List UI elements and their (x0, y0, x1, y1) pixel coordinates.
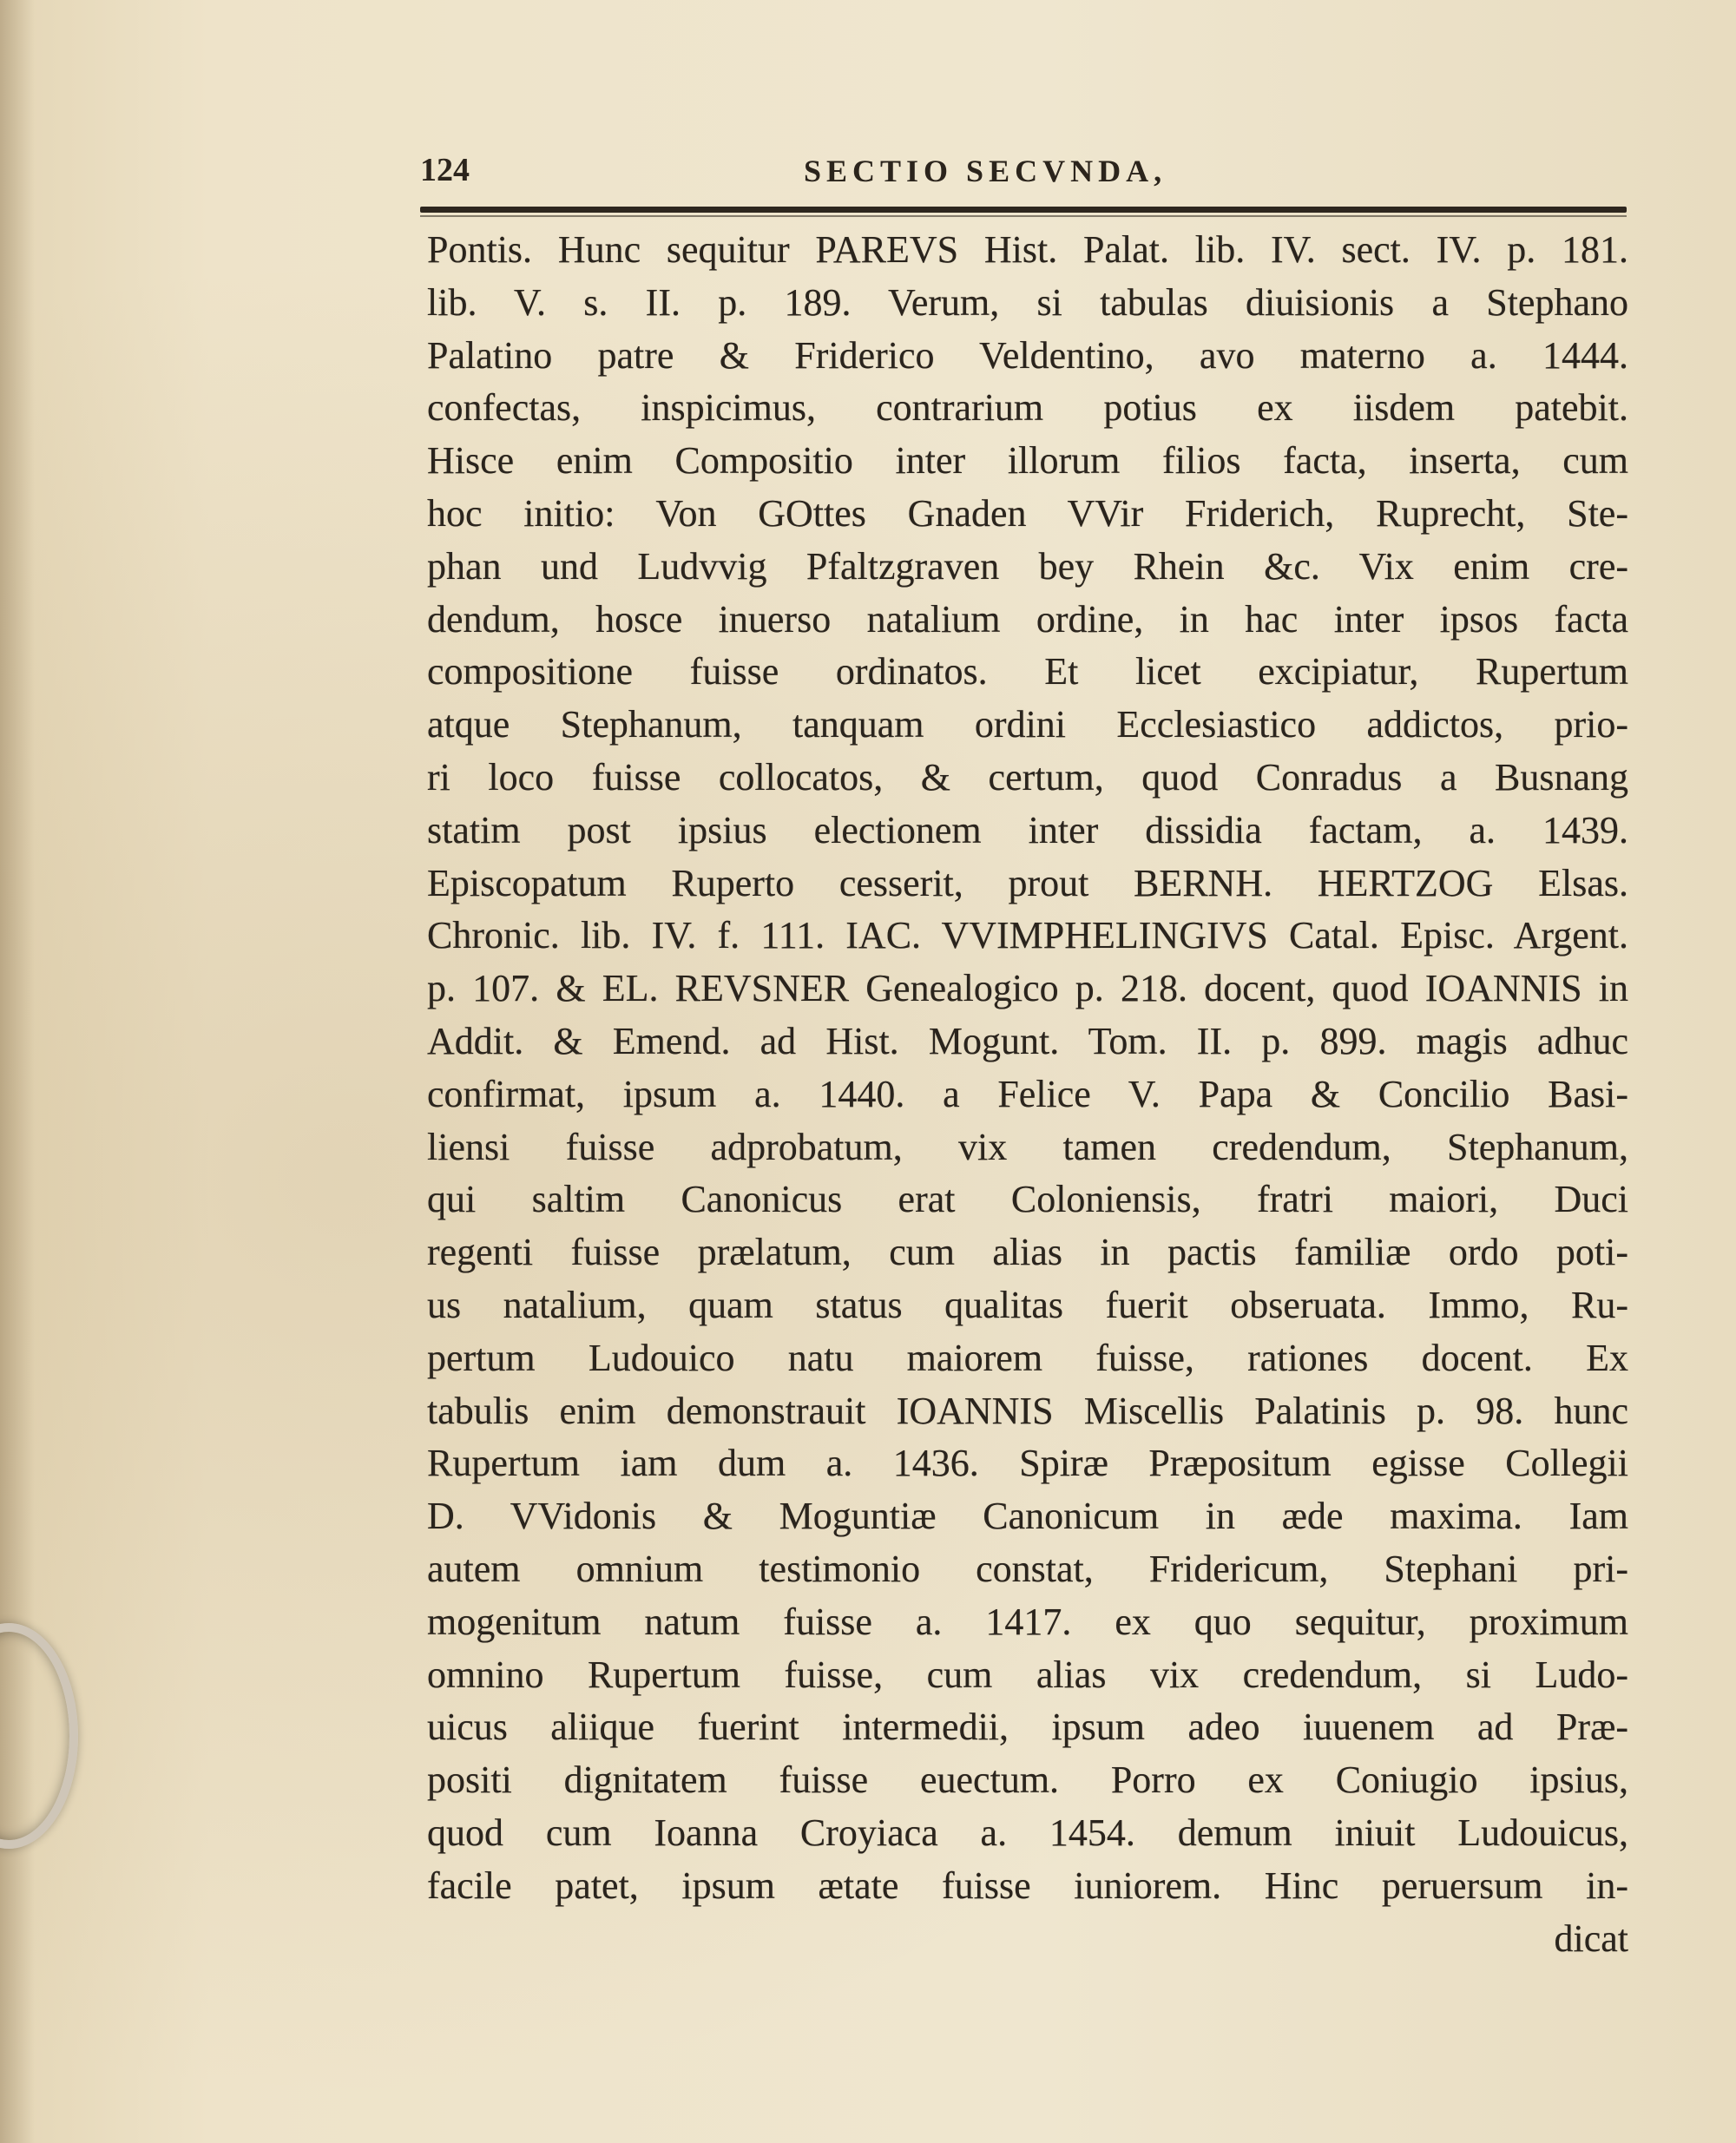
text-line: hoc initio: Von GOttes Gnaden VVir Friderich, Ruprecht, Ste- (427, 491, 1628, 535)
page-header (420, 151, 1627, 194)
text-line: dendum, hosce inuerso natalium ordine, in hac inter ipsos facta (427, 597, 1628, 641)
text-line: Palatino patre & Friderico Veldentino, avo materno a. 1444. (427, 333, 1628, 377)
binder-clip (0, 1623, 78, 1849)
text-line: Chronic. lib. IV. f. 111. IAC. VVIMPHELINGIVS Catal. Episc. Argent. (427, 914, 1628, 957)
text-line: Rupertum iam dum a. 1436. Spiræ Præpositum egisse Collegii (427, 1442, 1628, 1485)
text-line: atque Stephanum, tanquam ordini Ecclesiastico addictos, prio- (427, 703, 1628, 746)
text-line: tabulis enim demonstrauit IOANNIS Miscellis Palatinis p. 98. hunc (427, 1389, 1628, 1432)
text-line: positi dignitatem fuisse euectum. Porro ex Coniugio ipsius, (427, 1758, 1628, 1802)
text-line: facile patet, ipsum ætate fuisse iuniorem. Hinc peruersum in- (427, 1864, 1628, 1907)
text-line: qui saltim Canonicus erat Coloniensis, fratri maiori, Duci (427, 1178, 1628, 1221)
text-line: pertum Ludouico natu maiorem fuisse, rationes docent. Ex (427, 1336, 1628, 1379)
text-line: regenti fuisse prælatum, cum alias in pactis familiæ ordo poti- (427, 1231, 1628, 1274)
text-line: Pontis. Hunc sequitur PAREVS Hist. Palat. lib. IV. sect. IV. p. 181. (427, 228, 1628, 271)
text-line: Hisce enim Compositio inter illorum filios facta, inserta, cum (427, 439, 1628, 483)
text-line: phan und Ludvvig Pfaltzgraven bey Rhein &c. Vix enim cre- (427, 544, 1628, 588)
text-line: us natalium, quam status qualitas fuerit obseruata. Immo, Ru- (427, 1283, 1628, 1326)
text-line: statim post ipsius electionem inter dissidia factam, a. 1439. (427, 808, 1628, 851)
text-line: confectas, inspicimus, contrarium potius ex iisdem patebit. (427, 386, 1628, 430)
body-text (427, 224, 1628, 1965)
text-line: omnino Rupertum fuisse, cum alias vix credendum, si Ludo- (427, 1653, 1628, 1696)
text-line: Episcopatum Ruperto cesserit, prout BERNH. HERTZOG Elsas. (427, 861, 1628, 904)
text-line: Addit. & Emend. ad Hist. Mogunt. Tom. II. p. 899. magis adhuc (427, 1019, 1628, 1062)
running-head: SECTIO SECVNDA, (804, 154, 1167, 188)
text-line: lib. V. s. II. p. 189. Verum, si tabulas diuisionis a Stephano (427, 280, 1628, 324)
page-number: 124 (420, 152, 470, 188)
text-line: D. VVidonis & Moguntiæ Canonicum in æde maxima. Iam (427, 1495, 1628, 1538)
text-line: dicat (1554, 1916, 1628, 1960)
text-line: ri loco fuisse collocatos, & certum, quod Conradus a Busnang (427, 755, 1628, 799)
text-line: mogenitum natum fuisse a. 1417. ex quo sequitur, proximum (427, 1600, 1628, 1643)
text-line: autem omnium testimonio constat, Fridericum, Stephani pri- (427, 1547, 1628, 1590)
text-line: compositione fuisse ordinatos. Et licet excipiatur, Rupertum (427, 650, 1628, 694)
header-rule (420, 207, 1627, 213)
text-line: liensi fuisse adprobatum, vix tamen credendum, Stephanum, (427, 1125, 1628, 1168)
text-line: p. 107. & EL. REVSNER Genealogico p. 218. docent, quod IOANNIS in (427, 967, 1628, 1010)
text-line: quod cum Ioanna Croyiaca a. 1454. demum iniuit Ludouicus, (427, 1811, 1628, 1854)
text-line: uicus aliique fuerint intermedii, ipsum adeo iuuenem ad Præ- (427, 1706, 1628, 1749)
text-line: confirmat, ipsum a. 1440. a Felice V. Papa & Concilio Basi- (427, 1072, 1628, 1115)
